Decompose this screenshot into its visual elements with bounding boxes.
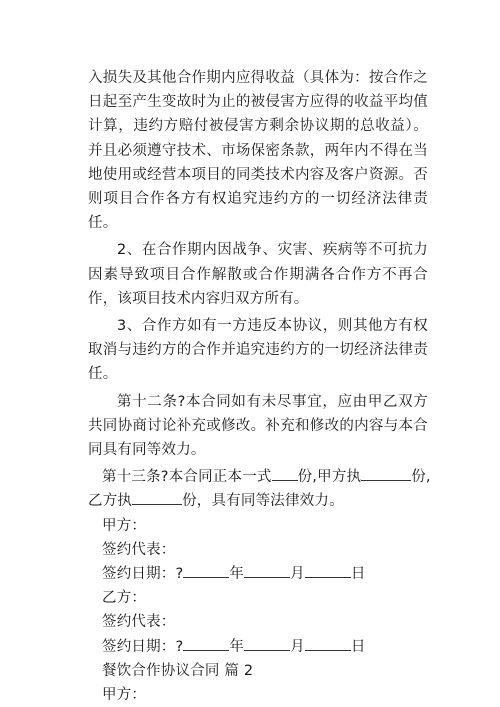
sign-date-line-1 (88, 562, 428, 586)
article-13-line2 (88, 489, 428, 513)
article-13-line1 (88, 465, 431, 489)
year-label-1: 年 (229, 566, 245, 583)
party-b-label: 乙方： (102, 590, 147, 607)
year-blank-1 (183, 562, 229, 578)
paragraph-force-majeure: 2、在合作期内因战争、灾害、疾病等不可抗力因素导致项目合作解散或合作期满各合作方不再合作，该项目技术内容归双方所有。 (88, 242, 428, 307)
section-2-title: 餐饮合作协议合同 篇 2 (102, 662, 254, 679)
day-label-2: 日 (350, 638, 366, 655)
day-blank-1 (305, 562, 351, 578)
signature-block (88, 514, 428, 659)
article-13-line2-suffix: 份，具有同等法律效力。 (182, 493, 344, 510)
document-body (88, 66, 431, 707)
party-a-copies-blank (361, 465, 411, 481)
article-13 (88, 465, 431, 513)
article-13-prefix: 第十三条?本合同正本一式 (102, 469, 272, 486)
rep-label-2: 签约代表： (102, 614, 176, 631)
day-label-1: 日 (350, 566, 366, 583)
sign-date-prefix-2: 签约日期：? (102, 638, 184, 655)
sign-date-prefix-1: 签约日期：? (102, 566, 184, 583)
sign-date-line-2 (88, 635, 428, 659)
month-blank-1 (244, 562, 290, 578)
year-blank-2 (183, 635, 229, 651)
month-label-2: 月 (290, 638, 305, 655)
article-13-mid1: 份,甲方执 (297, 469, 362, 486)
year-label-2: 年 (229, 638, 245, 655)
paragraph-article-12: 第十二条?本合同如有未尽事宜，应由甲乙双方共同协商讨论补充或修改。补充和修改的内容与本合同具有同等效力。 (88, 393, 428, 459)
rep-label-1: 签约代表： (102, 541, 176, 558)
section-2-party-a-label: 甲方： (102, 687, 147, 704)
party-a-label: 甲方： (102, 517, 147, 534)
month-blank-2 (244, 635, 290, 651)
copies-total-blank (272, 465, 298, 481)
paragraph-breach: 3、合作方如有一方违反本协议，则其他方有权取消与违约方的合作并追究违约方的一切经济法律责任。 (88, 318, 428, 383)
article-13-line2-prefix: 乙方执 (88, 493, 133, 510)
month-label-1: 月 (290, 566, 305, 583)
day-blank-2 (305, 635, 351, 651)
article-13-mid2: 份, (411, 469, 431, 486)
paragraph-compensation: 入损失及其他合作期内应得收益（具体为：按合作之日起至产生变故时为止的被侵害方应得的收益平均值计算，违约方赔付被侵害方剩余协议期的总收益）。并且必须遵守技术、市场保密条款，两年内不得在当地使用或经营本项目的同类技术内容及客户资源。否则项目合作各方有权追究违约方的一切经济法律责任。 (88, 70, 428, 232)
party-b-copies-blank (132, 489, 182, 505)
